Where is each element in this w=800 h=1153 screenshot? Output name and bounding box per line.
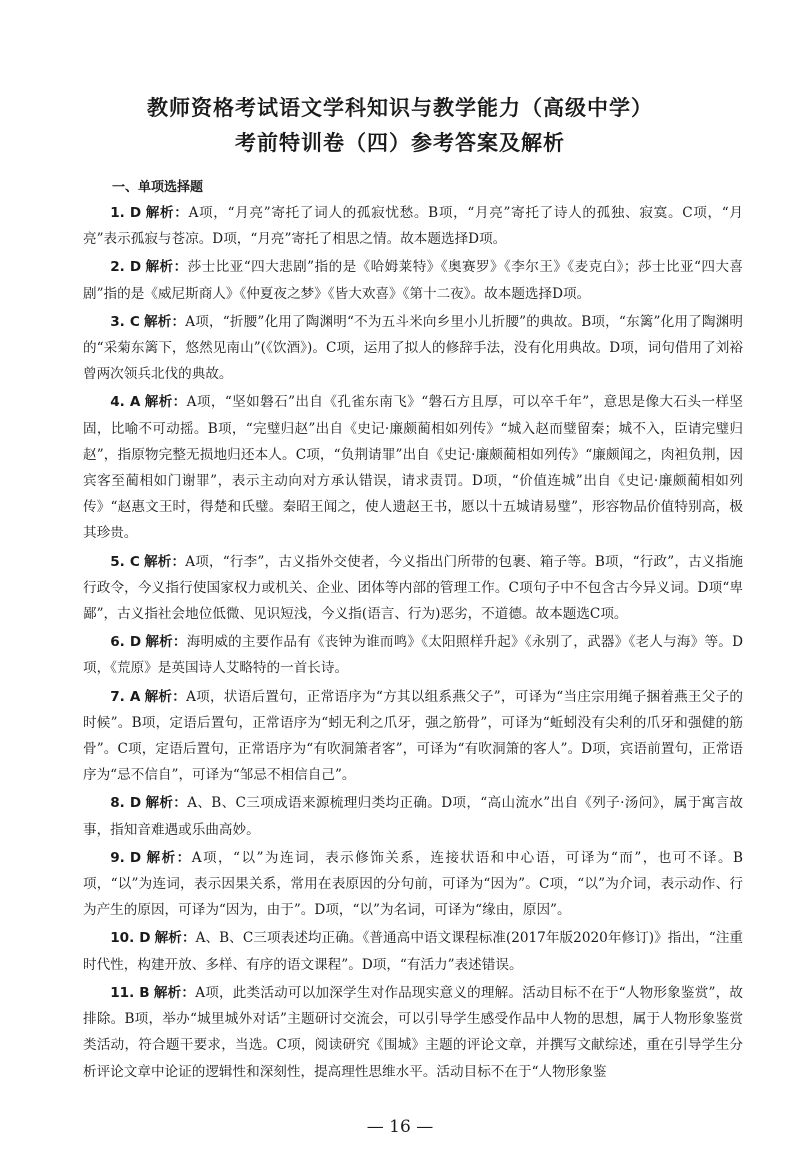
answer-item	[83, 200, 743, 252]
answer-letter: B	[139, 984, 150, 1001]
analysis-label: 解析：	[145, 849, 192, 866]
answer-item	[83, 790, 743, 842]
question-number: 11.	[110, 984, 135, 1001]
document-subtitle: 考前特训卷（四）参考答案及解析	[235, 131, 565, 155]
analysis-text: A项，“折腰”化用了陶渊明“不为五斗米向乡里小儿折腰”的典故。B项，“东篱”化用了陶渊明的“采菊东篱下，悠然见南山”(《饮酒》)。C项，运用了拟人的修辞手法，没有化用典故。D项，词句借用了刘裕曾两次领兵北伐的典故。	[83, 313, 744, 383]
answer-letter: C	[129, 313, 140, 330]
answer-item	[83, 980, 743, 1085]
answer-letter: D	[129, 849, 142, 866]
question-number: 8.	[110, 795, 125, 812]
analysis-label: 解析：	[143, 553, 186, 570]
analysis-text: A、B、C三项成语来源梳理归类均正确。D项，“高山流水”出自《列子·汤问》，属于寓言故事，指知音难遇或乐曲高妙。	[83, 795, 743, 838]
analysis-label: 解析：	[145, 259, 188, 276]
answer-item	[83, 254, 743, 306]
answer-item	[83, 309, 743, 388]
question-number: 9.	[110, 849, 125, 866]
question-number: 5.	[110, 553, 125, 570]
answer-letter: D	[129, 795, 142, 812]
answer-letter: A	[129, 688, 141, 705]
answer-list	[83, 200, 743, 1087]
analysis-text: 莎士比亚“四大悲剧”指的是《哈姆莱特》《奥赛罗》《李尔王》《麦克白》；莎士比亚“四大喜剧”指的是《威尼斯商人》《仲夏夜之梦》《皆大欢喜》《第十二夜》。故本题选择D项。	[83, 259, 743, 302]
analysis-text: A项，此类活动可以加深学生对作品现实意义的理解。活动目标不在于“人物形象鉴赏”，故排除。B项，举办“城里城外对话”主题研讨交流会，可以引导学生感受作品中人物的思想，属于人物形象鉴赏类活动，符合题干要求，当选。C项，阅读研究《围城》主题的评论文章，并撰写文献综述，重在引导学生分析评论文章中论证的逻辑性和深刻性，提高理性思维水平。活动目标不在于“人物形象鉴	[83, 984, 744, 1080]
analysis-text: A项，“月亮”寄托了词人的孤寂忧愁。B项，“月亮”寄托了诗人的孤独、寂寞。C项，“月亮”表示孤寂与苍凉。D项，“月亮”寄托了相思之情。故本题选择D项。	[83, 205, 744, 248]
page-number: — 16 —	[366, 1117, 434, 1137]
answer-item	[83, 629, 743, 681]
question-number: 6.	[110, 634, 125, 651]
answer-letter: D	[129, 634, 142, 651]
answer-item	[83, 549, 743, 628]
analysis-label: 解析：	[143, 313, 186, 330]
analysis-text: A项，状语后置句，正常语序为“方其以组系燕父子”，可译为“当庄宗用绳子捆着燕王父子的时候”。B项，定语后置句，正常语序为“蚓无利之爪牙，强之筋骨”，可译为“蚯蚓没有尖利的爪牙和强健的筋骨”。C项，定语后置句，正常语序为“有吹洞箫者客”，可译为“有吹洞箫的客人”。D项，宾语前置句，正常语序为“忌不信自”，可译为“邹忌不相信自己”。	[83, 688, 743, 784]
question-number: 4.	[110, 394, 125, 411]
analysis-label: 解析：	[154, 930, 196, 947]
analysis-label: 解析：	[145, 634, 187, 651]
answer-item	[83, 389, 743, 546]
answer-letter: D	[129, 205, 142, 221]
question-number: 1.	[110, 205, 125, 221]
analysis-label: 解析：	[144, 688, 187, 705]
analysis-label: 解析：	[144, 394, 187, 411]
analysis-label: 解析：	[145, 795, 188, 812]
analysis-text: 海明威的主要作品有《丧钟为谁而鸣》《太阳照样升起》《永别了，武器》《老人与海》等。D项，《荒原》是英国诗人艾略特的一首长诗。	[83, 634, 744, 677]
question-number: 2.	[110, 259, 125, 276]
analysis-label: 解析：	[145, 205, 189, 221]
answer-item	[83, 684, 743, 789]
answer-item	[83, 925, 743, 977]
answer-letter: A	[129, 394, 141, 411]
answer-letter: D	[139, 930, 151, 947]
question-number: 3.	[110, 313, 125, 330]
document-title: 教师资格考试语文学科知识与教学能力（高级中学）	[147, 96, 653, 120]
question-number: 10.	[110, 930, 135, 947]
analysis-text: A项，“以”为连词，表示修饰关系，连接状语和中心语，可译为“而”，也可不译。B项，“以”为连词，表示因果关系，常用在表原因的分句前，可译为“因为”。C项，“以”为介词，表示动作、行为产生的原因，可译为“因为，由于”。D项，“以”为名词，可译为“缘由，原因”。	[83, 849, 744, 919]
question-number: 7.	[110, 688, 125, 705]
analysis-text: A、B、C三项表述均正确。《普通高中语文课程标准(2017年版2020年修订)》指出，“注重时代性，构建开放、多样、有序的语文课程”。D项，“有活力”表述错误。	[83, 930, 744, 973]
answer-letter: C	[129, 553, 140, 570]
answer-letter: D	[129, 259, 142, 276]
analysis-text: A项，“行李”，古义指外交使者，今义指出门所带的包裹、箱子等。B项，“行政”，古义指施行政令，今义指行使国家权力或机关、企业、团体等内部的管理工作。C项句子中不包含古今异义词。D项“卑鄙”，古义指社会地位低微、见识短浅，今义指(语言、行为)恶劣，不道德。故本题选C项。	[83, 553, 743, 623]
analysis-label: 解析：	[153, 984, 196, 1001]
answer-item	[83, 845, 743, 924]
section-heading: 一、单项选择题	[112, 180, 204, 195]
analysis-text: A项，“坚如磐石”出自《孔雀东南飞》“磐石方且厚，可以卒千年”，意思是像大石头一样坚固，比喻不可动摇。B项，“完璧归赵”出自《史记·廉颇蔺相如列传》“城入赵而璧留秦；城不入，臣请完璧归赵”，指原物完整无损地归还本人。C项，“负荆请罪”出自《史记·廉颇蔺相如列传》“廉颇闻之，肉袒负荆，因宾客至蔺相如门谢罪”，表示主动向对方承认错误，请求责罚。D项，“价值连城”出自《史记·廉颇蔺相如列传》“赵惠文王时，得楚和氏璧。秦昭王闻之，使人遗赵王书，愿以十五城请易璧”，形容物品价值特别高，极其珍贵。	[83, 394, 743, 542]
